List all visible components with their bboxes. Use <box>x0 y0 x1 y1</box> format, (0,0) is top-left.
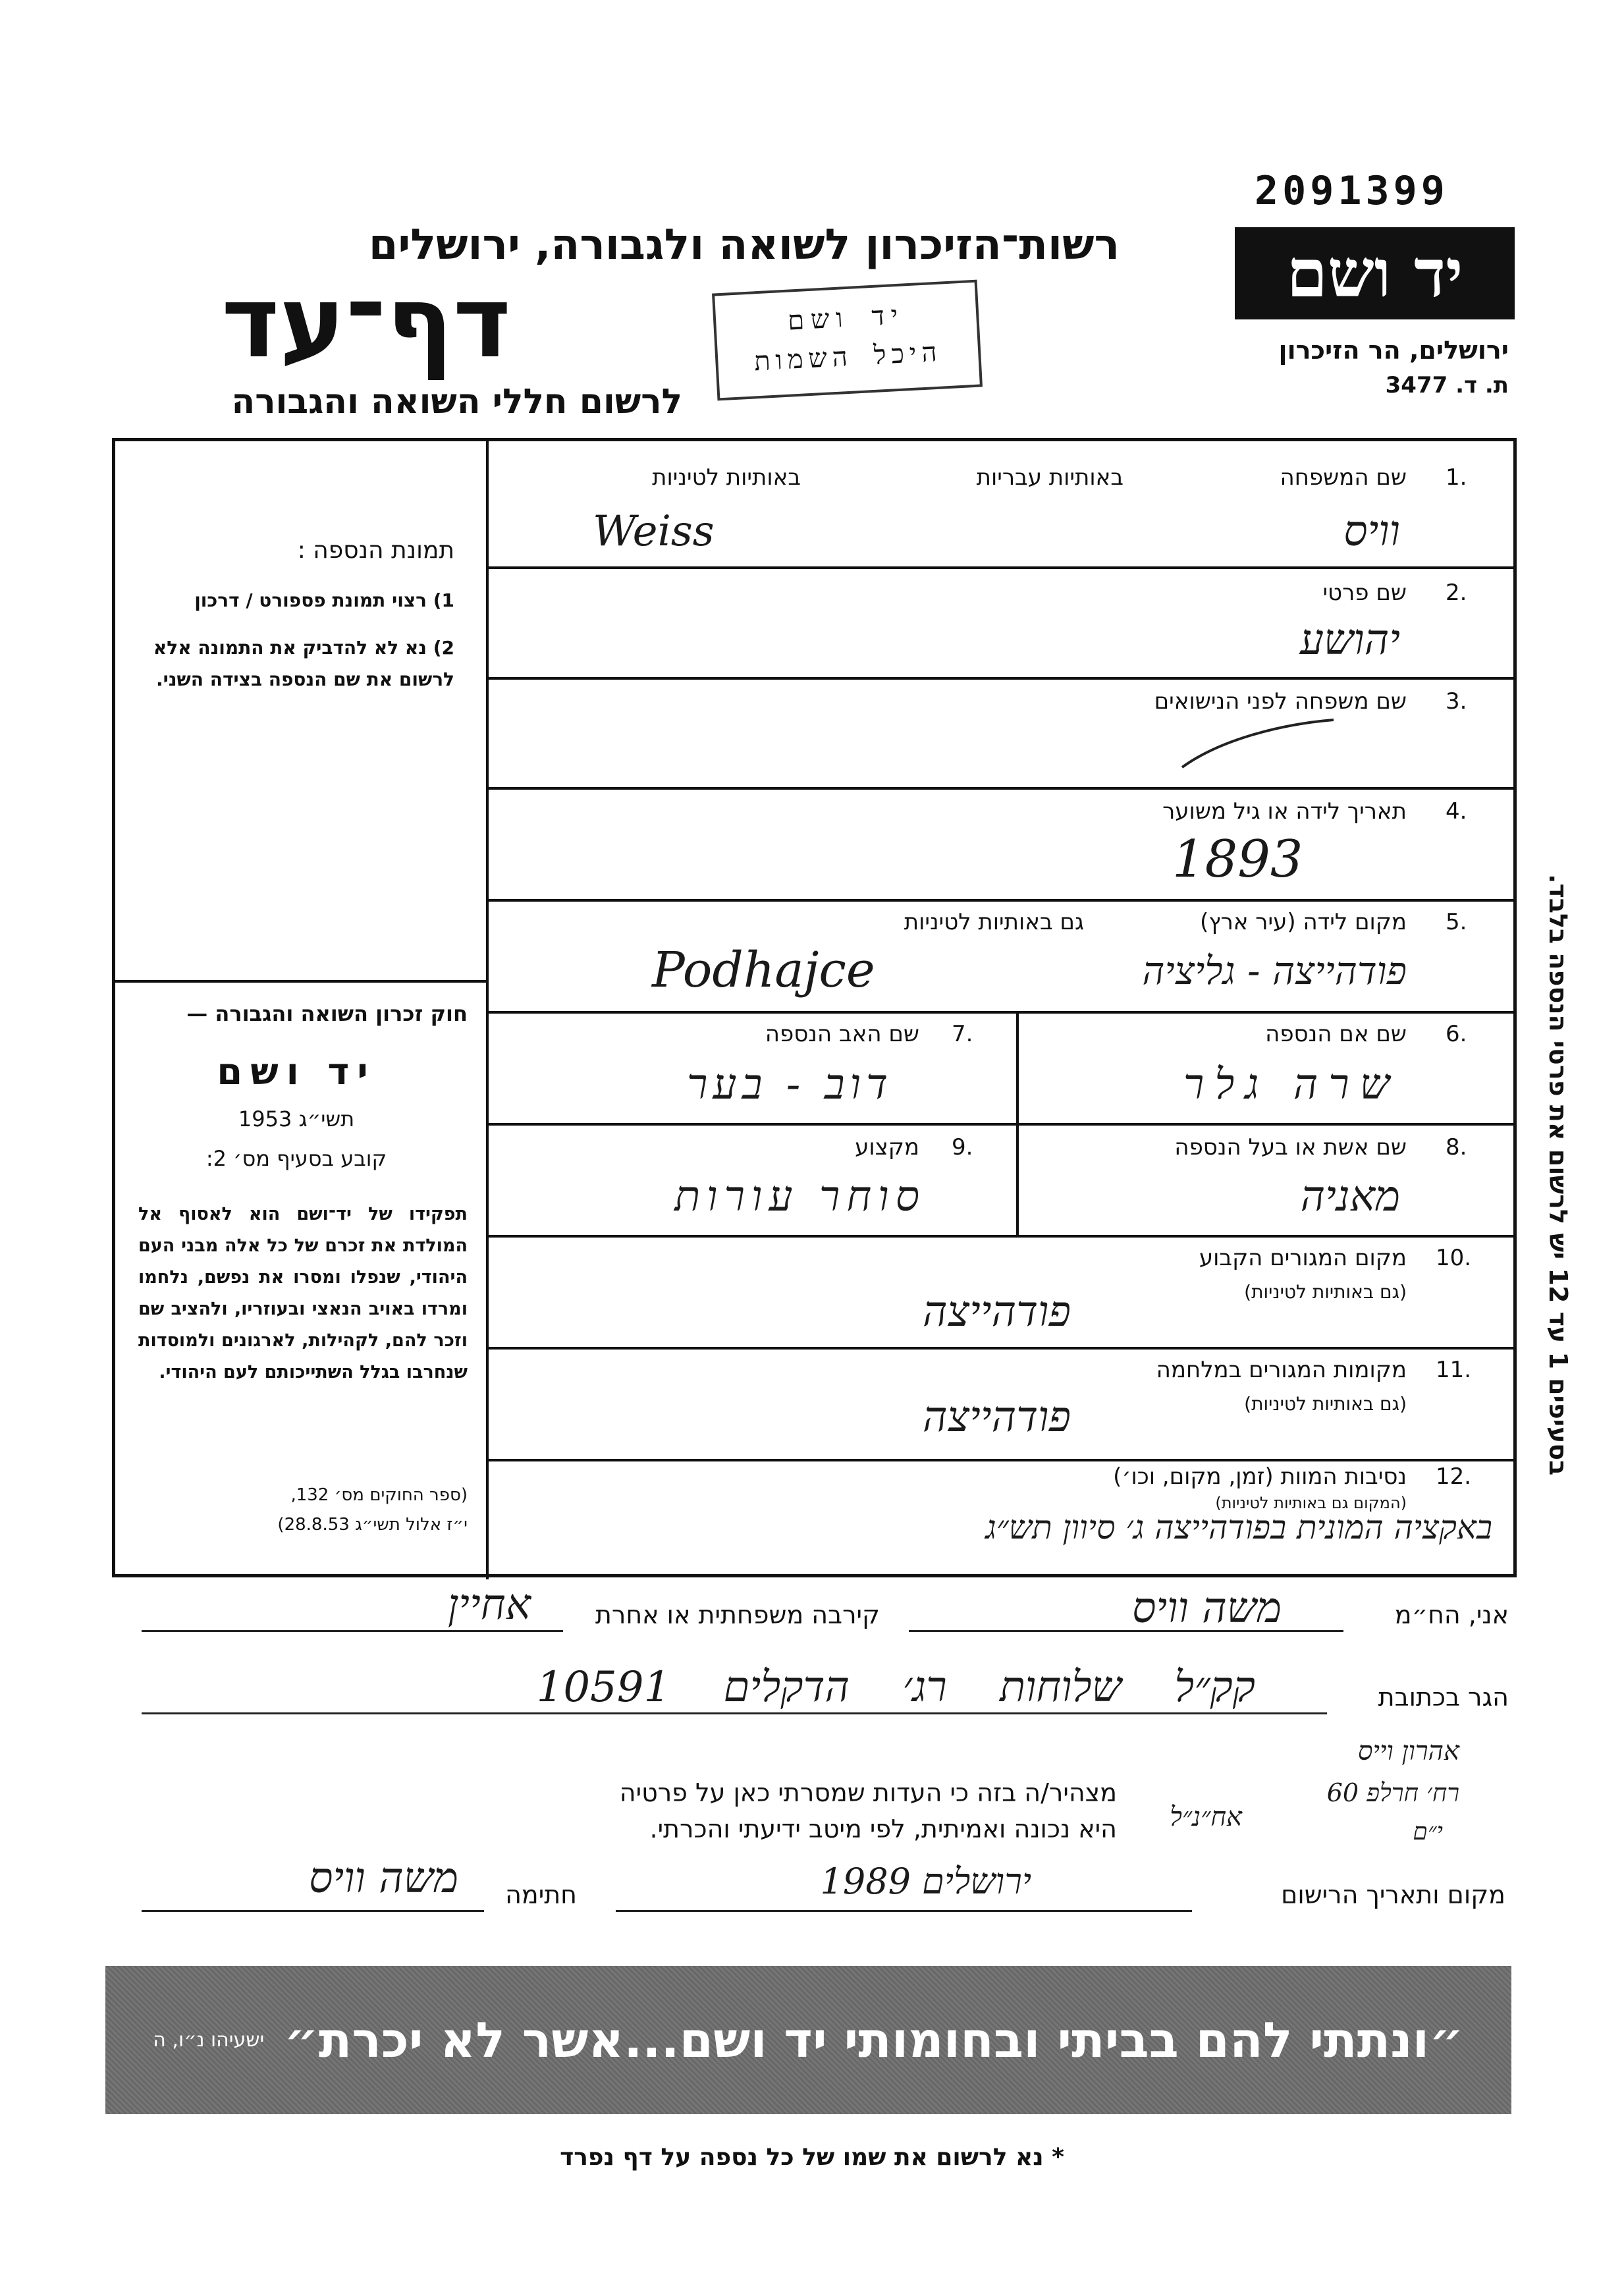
f7-value: דוב - בער <box>686 1060 893 1109</box>
relation-value: אחיין <box>447 1581 531 1629</box>
row-sep-1 <box>486 566 1517 569</box>
law-name: יד ושם <box>217 1050 376 1093</box>
photo-box-title: תמונת הנספה : <box>297 537 454 564</box>
f1-latin-hint: באותיות לטיניות <box>652 464 801 491</box>
f11-value: פודהייצה <box>922 1393 1071 1442</box>
f1-hebrew-hint: באותיות עבריות <box>976 464 1123 491</box>
law-title: חוק זכרון השואה והגבורה — <box>186 1001 468 1026</box>
relation-label: קירבה משפחתית או אחרת <box>595 1600 880 1629</box>
law-body: תפקידו של יד־ושם הוא לאסוף אל המולדת את זכרם של כל אלה מבני העם היהודי, שנפלו ומסרו את נפשם, נלחמו ומרדו באויב הנאצי ובעוזריו, ולהציב שם וזכר להם, לקהילות, לארגונים ולמוסדות שנחרבו בגלל השתייכותם לעם היהודי. <box>138 1204 468 1383</box>
statement-line-2: היא נכונה ואמיתית, לפי מיטב ידיעתי והכרתי. <box>649 1814 1117 1843</box>
f2-number: 2. <box>1446 580 1467 606</box>
f7-number: 7. <box>952 1021 973 1047</box>
f9-number: 9. <box>952 1134 973 1160</box>
footer-note: * נא לרשום את שמו של כל נספה על דף נפרד <box>560 2144 1064 2171</box>
signature-line <box>142 1910 484 1912</box>
f4-number: 4. <box>1446 798 1467 825</box>
f8-number: 8. <box>1446 1134 1467 1160</box>
authority-title: רשות־הזיכרון לשואה ולגבורה, ירושלים <box>368 221 1120 269</box>
stamp-line1: יד ושם <box>786 300 906 337</box>
f12-sub: (המקום גם באותיות לטיניות) <box>1215 1494 1407 1512</box>
f11-label: מקומות המגורים במלחמה <box>1156 1357 1407 1383</box>
left-panel-divider <box>486 438 489 1579</box>
split-6-7 <box>1016 1011 1019 1123</box>
address-label: הגר בכתובת <box>1378 1683 1509 1712</box>
yad-vashem-logo <box>1235 227 1515 319</box>
margin-note-3: י״ם <box>1413 1818 1443 1845</box>
row-sep-3 <box>486 787 1517 790</box>
address-line2: ת. ד. 3477 <box>1385 372 1509 398</box>
f7-label: שם האב הנספה <box>765 1021 919 1047</box>
f5-value-latin: Podhajce <box>652 942 875 998</box>
address-line1: ירושלים, הר הזיכרון <box>1278 336 1509 365</box>
stamp-line2: היכל השמות <box>753 337 943 377</box>
record-number: 2091399 <box>1255 168 1449 214</box>
address-line <box>142 1712 1327 1714</box>
logo-text: יד ושם <box>1286 234 1463 312</box>
f10-value: פודהייצה <box>922 1288 1071 1336</box>
law-citation-2: י״ז אלול תשי״ג 28.8.53) <box>277 1515 468 1535</box>
f11-sub: (גם באותיות לטיניות) <box>1244 1393 1407 1415</box>
f1-value-latin: Weiss <box>593 507 715 556</box>
row-sep-7 <box>486 1235 1517 1238</box>
f5-number: 5. <box>1446 909 1467 935</box>
form-subtitle: לרשום חללי השואה והגבורה <box>231 382 682 422</box>
signature-value: משה וויס <box>308 1854 458 1903</box>
f10-label: מקום המגורים הקבוע <box>1199 1245 1407 1271</box>
f2-label: שם פרטי <box>1322 580 1407 606</box>
f9-label: מקצוע <box>855 1134 919 1160</box>
f5-value-hebrew: פודהייצה - גליציה <box>1142 948 1407 993</box>
f4-label: תאריך לידה או גיל משוער <box>1162 798 1407 825</box>
margin-note-2: רח׳ חרלפ 60 <box>1326 1778 1459 1807</box>
photo-note-2: 2) נא לא להדביק את התמונה אלא לרשום את שם הנספה בצידה השני. <box>153 637 454 690</box>
row-sep-9 <box>486 1459 1517 1461</box>
split-8-9 <box>1016 1123 1019 1235</box>
f4-value: 1893 <box>1172 830 1303 889</box>
f10-number: 10. <box>1436 1245 1472 1271</box>
f10-sub: (גם באותיות לטיניות) <box>1244 1281 1407 1303</box>
f11-number: 11. <box>1436 1357 1472 1383</box>
f3-number: 3. <box>1446 688 1467 715</box>
f8-label: שם אשת או בעל הנספה <box>1174 1134 1407 1160</box>
f12-value: באקציה המונית בפודהייצה ג׳ סיוון תש״ג <box>985 1508 1492 1546</box>
margin-note-4: אח״נ״ל <box>1170 1802 1242 1832</box>
row-sep-2 <box>486 677 1517 680</box>
banner-quote: ״ונתתי להם בביתי ובחומותי יד ושם...אשר לא יכרת״ <box>284 2011 1464 2069</box>
row-sep-6 <box>486 1123 1517 1126</box>
quote-banner <box>105 1966 1511 2114</box>
f6-value: שרה גלר <box>1183 1060 1400 1109</box>
declarant-value: משה וויס <box>1131 1584 1282 1633</box>
address-value: קק״ל שלוחות רג׳ הדקלים 10591 <box>536 1663 1255 1712</box>
statement-line-1: מצהיר/ה בזה כי העדות שמסרתי כאן על פרטיה <box>619 1778 1117 1807</box>
banner-source: ישעיהו נ״ו, ה <box>153 2029 265 2052</box>
f5-latin-hint: גם באותיות לטיניות <box>904 909 1084 935</box>
photo-note-1: 1) רצוי תמונת פספורט / דרכון <box>194 589 454 611</box>
f2-value: יהושע <box>1299 616 1400 665</box>
place-date-label: מקום ותאריך הרישום <box>1281 1880 1505 1909</box>
f1-value-hebrew: וויס <box>1343 507 1400 556</box>
law-citation-1: (ספר החוקים מס׳ 132, <box>290 1485 468 1505</box>
f5-label: מקום לידה (עיר ארץ) <box>1199 909 1407 935</box>
law-section: קובע בסעיף מס׳ 2: <box>205 1146 387 1171</box>
declarant-label: אני, הח״מ <box>1394 1600 1509 1629</box>
f6-number: 6. <box>1446 1021 1467 1047</box>
f9-value: סוחר עורות <box>674 1172 926 1221</box>
archive-stamp <box>712 280 983 401</box>
row-sep-4 <box>486 899 1517 902</box>
f3-dash-stroke <box>1179 715 1337 774</box>
row-sep-8 <box>486 1347 1517 1350</box>
place-date-line <box>616 1910 1192 1912</box>
f12-number: 12. <box>1436 1463 1472 1490</box>
f3-label: שם משפחה לפני הנישואים <box>1154 688 1407 715</box>
f8-value: מאניה <box>1300 1172 1400 1221</box>
f12-label: נסיבות המוות (זמן, מקום, וכו׳) <box>1113 1463 1407 1490</box>
f1-label: שם המשפחה <box>1280 464 1407 491</box>
place-date-value: ירושלים 1989 <box>820 1861 1031 1902</box>
margin-note-1: אהרון וייס <box>1357 1736 1459 1766</box>
relation-line <box>142 1630 563 1632</box>
row-sep-5 <box>486 1011 1517 1014</box>
photo-law-divider <box>112 980 487 983</box>
side-note: בסעיפים 1 עד 12 יש לרשום את פרטי הנספה בלבד. <box>1544 873 1573 1475</box>
law-year: תשי״ג 1953 <box>238 1106 355 1132</box>
f6-label: שם אם הנספה <box>1265 1021 1407 1047</box>
f1-number: 1. <box>1446 464 1467 491</box>
signature-label: חתימה <box>505 1880 577 1909</box>
form-title: דף־עד <box>221 265 511 380</box>
